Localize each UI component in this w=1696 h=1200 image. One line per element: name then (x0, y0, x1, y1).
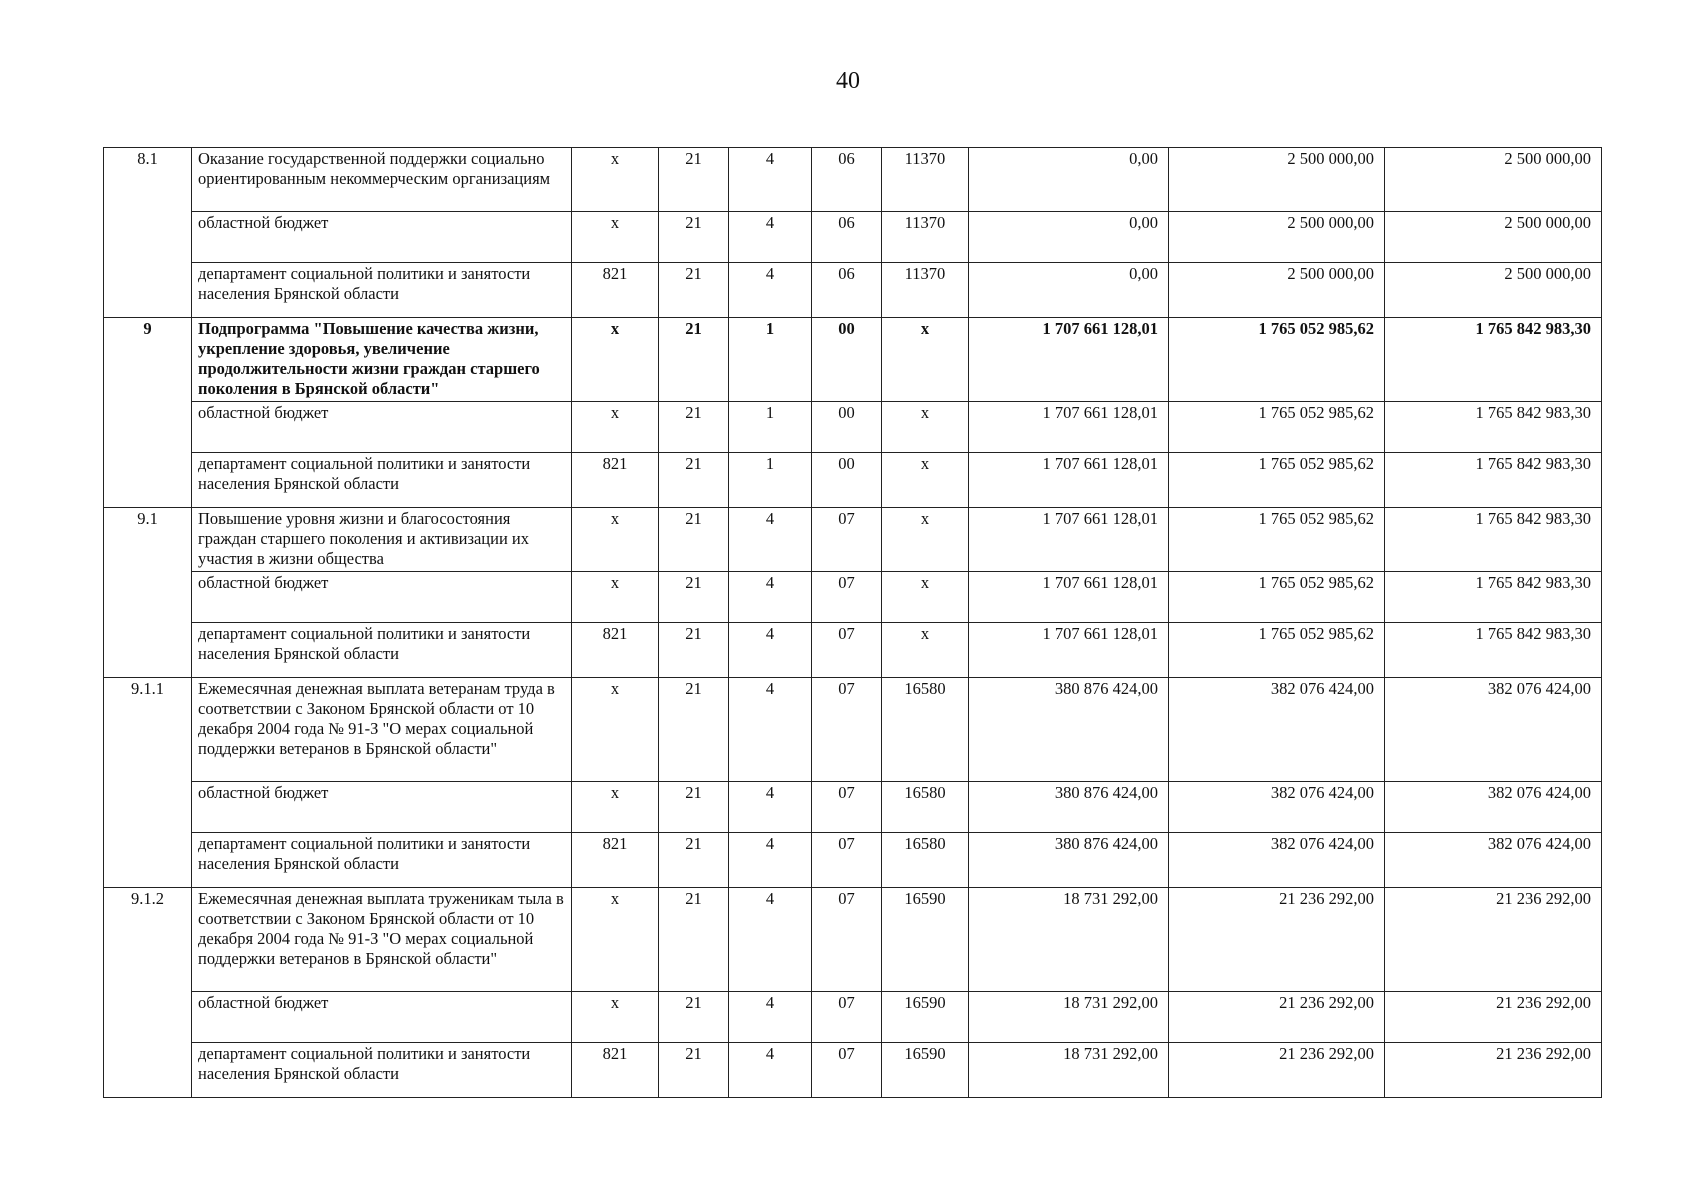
section-code-cell: 21 (659, 508, 729, 572)
subsection-code-cell: 4 (729, 782, 812, 833)
admin-code-cell: 821 (572, 833, 659, 888)
amount-year-3-cell: 21 236 292,00 (1385, 1043, 1602, 1098)
budget-table-body (104, 148, 1602, 1098)
section-code-cell: 21 (659, 678, 729, 782)
direction-code-cell: 16590 (882, 1043, 969, 1098)
subsection-code-cell: 4 (729, 1043, 812, 1098)
direction-code-cell: х (882, 572, 969, 623)
subsection-code-cell: 1 (729, 318, 812, 402)
row-number-cell: 9 (104, 318, 192, 508)
subsection-code-cell: 4 (729, 212, 812, 263)
subsection-code-cell: 1 (729, 453, 812, 508)
item-name-cell: Повышение уровня жизни и благосостояния граждан старшего поколения и активизации их участия в жизни общества (192, 508, 572, 572)
subsection-code-cell: 4 (729, 148, 812, 212)
admin-code-cell: 821 (572, 453, 659, 508)
amount-year-2-cell: 382 076 424,00 (1169, 833, 1385, 888)
subsection-code-cell: 4 (729, 572, 812, 623)
amount-year-3-cell: 21 236 292,00 (1385, 888, 1602, 992)
subsection-code-cell: 4 (729, 623, 812, 678)
section-code-cell: 21 (659, 148, 729, 212)
row-number-cell: 8.1 (104, 148, 192, 318)
program-code-cell: 07 (812, 782, 882, 833)
section-code-cell: 21 (659, 572, 729, 623)
amount-year-3-cell: 2 500 000,00 (1385, 212, 1602, 263)
amount-year-2-cell: 21 236 292,00 (1169, 888, 1385, 992)
amount-year-1-cell: 1 707 661 128,01 (969, 402, 1169, 453)
item-name-cell: областной бюджет (192, 572, 572, 623)
program-code-cell: 07 (812, 623, 882, 678)
program-code-cell: 06 (812, 148, 882, 212)
amount-year-3-cell: 1 765 842 983,30 (1385, 402, 1602, 453)
direction-code-cell: х (882, 623, 969, 678)
table-row (104, 263, 1602, 318)
table-row (104, 212, 1602, 263)
section-code-cell: 21 (659, 453, 729, 508)
item-name-cell: Ежемесячная денежная выплата ветеранам труда в соответствии с Законом Брянской области от 10 декабря 2004 года № 91-З "О мерах социальной поддержки ветеранов в Брянской области" (192, 678, 572, 782)
section-code-cell: 21 (659, 992, 729, 1043)
section-code-cell: 21 (659, 782, 729, 833)
subsection-code-cell: 1 (729, 402, 812, 453)
amount-year-2-cell: 1 765 052 985,62 (1169, 508, 1385, 572)
admin-code-cell: 821 (572, 1043, 659, 1098)
admin-code-cell: 821 (572, 263, 659, 318)
item-name-cell: областной бюджет (192, 402, 572, 453)
section-code-cell: 21 (659, 318, 729, 402)
amount-year-1-cell: 1 707 661 128,01 (969, 453, 1169, 508)
amount-year-3-cell: 2 500 000,00 (1385, 148, 1602, 212)
table-row (104, 508, 1602, 572)
program-code-cell: 07 (812, 572, 882, 623)
amount-year-3-cell: 1 765 842 983,30 (1385, 453, 1602, 508)
amount-year-2-cell: 382 076 424,00 (1169, 782, 1385, 833)
amount-year-2-cell: 2 500 000,00 (1169, 212, 1385, 263)
direction-code-cell: 16580 (882, 678, 969, 782)
direction-code-cell: х (882, 453, 969, 508)
amount-year-1-cell: 0,00 (969, 212, 1169, 263)
table-row (104, 148, 1602, 212)
amount-year-1-cell: 1 707 661 128,01 (969, 572, 1169, 623)
amount-year-2-cell: 2 500 000,00 (1169, 263, 1385, 318)
section-code-cell: 21 (659, 263, 729, 318)
table-row (104, 453, 1602, 508)
admin-code-cell: х (572, 678, 659, 782)
program-code-cell: 00 (812, 402, 882, 453)
direction-code-cell: 11370 (882, 263, 969, 318)
direction-code-cell: х (882, 508, 969, 572)
program-code-cell: 07 (812, 833, 882, 888)
amount-year-1-cell: 18 731 292,00 (969, 888, 1169, 992)
section-code-cell: 21 (659, 212, 729, 263)
amount-year-3-cell: 382 076 424,00 (1385, 782, 1602, 833)
direction-code-cell: 11370 (882, 148, 969, 212)
program-code-cell: 07 (812, 1043, 882, 1098)
item-name-cell: областной бюджет (192, 212, 572, 263)
direction-code-cell: 16590 (882, 992, 969, 1043)
amount-year-3-cell: 1 765 842 983,30 (1385, 508, 1602, 572)
amount-year-2-cell: 21 236 292,00 (1169, 1043, 1385, 1098)
amount-year-3-cell: 1 765 842 983,30 (1385, 572, 1602, 623)
section-code-cell: 21 (659, 402, 729, 453)
item-name-cell: департамент социальной политики и занятости населения Брянской области (192, 263, 572, 318)
table-row (104, 572, 1602, 623)
amount-year-1-cell: 380 876 424,00 (969, 678, 1169, 782)
item-name-cell: областной бюджет (192, 782, 572, 833)
amount-year-1-cell: 18 731 292,00 (969, 992, 1169, 1043)
direction-code-cell: х (882, 402, 969, 453)
amount-year-3-cell: 1 765 842 983,30 (1385, 318, 1602, 402)
item-name-cell: департамент социальной политики и занятости населения Брянской области (192, 833, 572, 888)
amount-year-2-cell: 1 765 052 985,62 (1169, 402, 1385, 453)
admin-code-cell: х (572, 992, 659, 1043)
amount-year-1-cell: 1 707 661 128,01 (969, 508, 1169, 572)
amount-year-2-cell: 1 765 052 985,62 (1169, 572, 1385, 623)
subsection-code-cell: 4 (729, 833, 812, 888)
subsection-code-cell: 4 (729, 508, 812, 572)
direction-code-cell: 16580 (882, 782, 969, 833)
program-code-cell: 06 (812, 263, 882, 318)
amount-year-2-cell: 1 765 052 985,62 (1169, 453, 1385, 508)
amount-year-1-cell: 1 707 661 128,01 (969, 623, 1169, 678)
admin-code-cell: х (572, 212, 659, 263)
subsection-code-cell: 4 (729, 263, 812, 318)
amount-year-1-cell: 380 876 424,00 (969, 782, 1169, 833)
item-name-cell: департамент социальной политики и занятости населения Брянской области (192, 1043, 572, 1098)
item-name-cell: Подпрограмма "Повышение качества жизни, укрепление здоровья, увеличение продолжительности жизни граждан старшего поколения в Брянской области" (192, 318, 572, 402)
subsection-code-cell: 4 (729, 992, 812, 1043)
table-row (104, 678, 1602, 782)
row-number-cell: 9.1.1 (104, 678, 192, 888)
table-row (104, 833, 1602, 888)
table-row (104, 1043, 1602, 1098)
amount-year-3-cell: 382 076 424,00 (1385, 678, 1602, 782)
admin-code-cell: х (572, 572, 659, 623)
item-name-cell: департамент социальной политики и занятости населения Брянской области (192, 623, 572, 678)
row-number-cell: 9.1 (104, 508, 192, 678)
section-code-cell: 21 (659, 833, 729, 888)
direction-code-cell: 16590 (882, 888, 969, 992)
direction-code-cell: х (882, 318, 969, 402)
direction-code-cell: 11370 (882, 212, 969, 263)
table-row (104, 888, 1602, 992)
table-row (104, 782, 1602, 833)
table-row (104, 402, 1602, 453)
admin-code-cell: х (572, 318, 659, 402)
amount-year-1-cell: 1 707 661 128,01 (969, 318, 1169, 402)
amount-year-2-cell: 21 236 292,00 (1169, 992, 1385, 1043)
admin-code-cell: х (572, 148, 659, 212)
program-code-cell: 06 (812, 212, 882, 263)
admin-code-cell: х (572, 508, 659, 572)
admin-code-cell: х (572, 888, 659, 992)
table-row (104, 318, 1602, 402)
program-code-cell: 07 (812, 992, 882, 1043)
admin-code-cell: х (572, 402, 659, 453)
amount-year-3-cell: 21 236 292,00 (1385, 992, 1602, 1043)
section-code-cell: 21 (659, 888, 729, 992)
program-code-cell: 07 (812, 508, 882, 572)
amount-year-3-cell: 382 076 424,00 (1385, 833, 1602, 888)
amount-year-1-cell: 0,00 (969, 148, 1169, 212)
item-name-cell: Оказание государственной поддержки социально ориентированным некоммерческим организациям (192, 148, 572, 212)
section-code-cell: 21 (659, 1043, 729, 1098)
amount-year-1-cell: 0,00 (969, 263, 1169, 318)
direction-code-cell: 16580 (882, 833, 969, 888)
item-name-cell: департамент социальной политики и занятости населения Брянской области (192, 453, 572, 508)
program-code-cell: 07 (812, 678, 882, 782)
page-number: 40 (836, 68, 860, 94)
program-code-cell: 00 (812, 318, 882, 402)
amount-year-3-cell: 1 765 842 983,30 (1385, 623, 1602, 678)
program-code-cell: 00 (812, 453, 882, 508)
admin-code-cell: 821 (572, 623, 659, 678)
table-row (104, 992, 1602, 1043)
section-code-cell: 21 (659, 623, 729, 678)
budget-table (103, 147, 1602, 1098)
amount-year-2-cell: 382 076 424,00 (1169, 678, 1385, 782)
item-name-cell: областной бюджет (192, 992, 572, 1043)
amount-year-2-cell: 1 765 052 985,62 (1169, 318, 1385, 402)
amount-year-2-cell: 1 765 052 985,62 (1169, 623, 1385, 678)
amount-year-3-cell: 2 500 000,00 (1385, 263, 1602, 318)
amount-year-1-cell: 18 731 292,00 (969, 1043, 1169, 1098)
admin-code-cell: х (572, 782, 659, 833)
amount-year-2-cell: 2 500 000,00 (1169, 148, 1385, 212)
amount-year-1-cell: 380 876 424,00 (969, 833, 1169, 888)
item-name-cell: Ежемесячная денежная выплата труженикам тыла в соответствии с Законом Брянской области от 10 декабря 2004 года № 91-З "О мерах социальной поддержки ветеранов в Брянской области" (192, 888, 572, 992)
table-row (104, 623, 1602, 678)
subsection-code-cell: 4 (729, 888, 812, 992)
program-code-cell: 07 (812, 888, 882, 992)
row-number-cell: 9.1.2 (104, 888, 192, 1098)
subsection-code-cell: 4 (729, 678, 812, 782)
